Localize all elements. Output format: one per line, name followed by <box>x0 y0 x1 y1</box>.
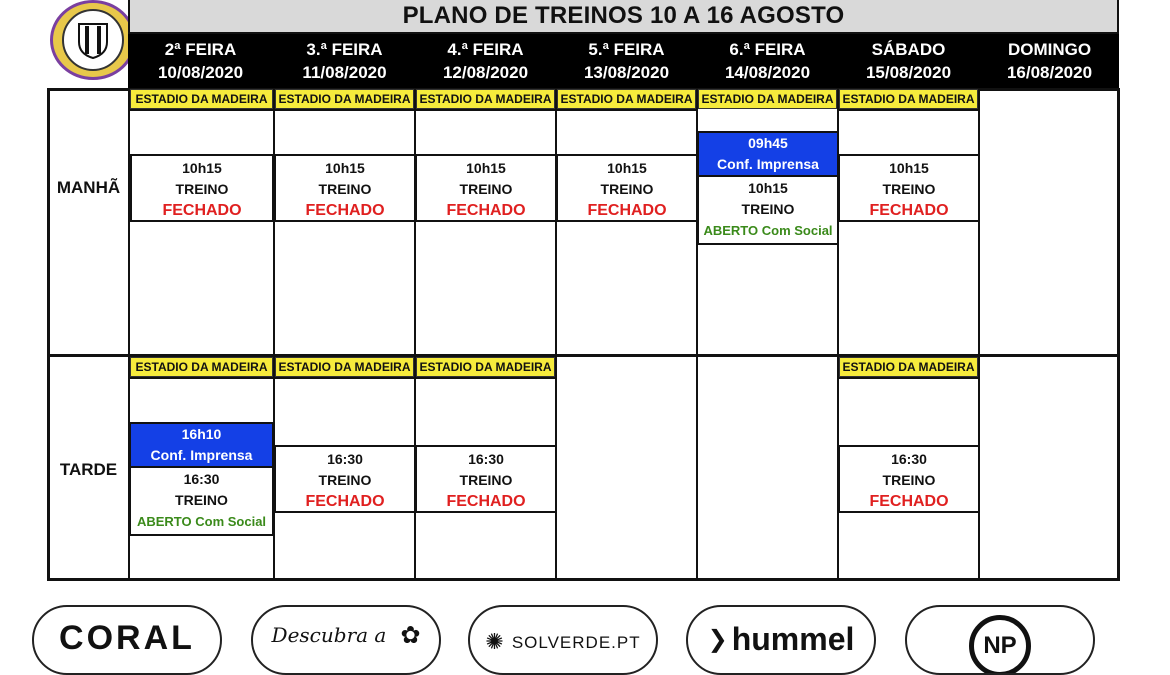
sun-icon: ✺ <box>485 629 504 654</box>
venue-label: ESTADIO DA MADEIRA <box>839 89 978 109</box>
sponsor-logo-solverde <box>468 605 658 675</box>
sponsor-name: Descubra a <box>271 623 387 647</box>
training-slot <box>838 445 980 513</box>
day-header-wed: 4.ª FEIRA 12/08/2020 <box>442 40 529 82</box>
training-time: 10h15 <box>182 160 222 176</box>
training-label: TREINO <box>318 181 372 197</box>
venue-label: ESTADIO DA MADEIRA <box>416 357 555 377</box>
training-slot <box>697 177 839 245</box>
slot-divider <box>416 377 555 379</box>
period-label-afternoon: TARDE <box>59 460 118 479</box>
press-conference-slot <box>697 131 839 177</box>
slot-divider <box>275 109 414 111</box>
training-status: ABERTO Com Social <box>136 514 267 529</box>
training-status: ABERTO Com Social <box>703 223 833 238</box>
day-header-tue: 3.ª FEIRA 11/08/2020 <box>302 40 387 82</box>
training-slot <box>129 468 274 536</box>
training-time: 16:30 <box>891 451 927 467</box>
venue-label: ESTADIO DA MADEIRA <box>698 89 837 109</box>
day-header-thu: 5.ª FEIRA 13/08/2020 <box>583 40 670 82</box>
training-slot <box>415 445 557 513</box>
training-time: 16:30 <box>183 471 220 487</box>
sponsor-name: SOLVERDE.PT <box>511 633 641 652</box>
press-time: 09h45 <box>748 135 788 151</box>
slot-divider <box>130 109 273 111</box>
day-header-fri: 6.ª FEIRA 14/08/2020 <box>724 40 811 82</box>
training-status: FECHADO <box>587 202 667 219</box>
sponsor-logo-hummel <box>686 605 876 675</box>
day-header-sat: SÁBADO 15/08/2020 <box>865 40 952 82</box>
training-slot <box>556 154 698 222</box>
training-slot <box>838 154 980 222</box>
training-label: TREINO <box>459 472 513 488</box>
club-logo <box>50 0 136 80</box>
training-label: TREINO <box>882 181 936 197</box>
np-badge-icon <box>969 615 1031 675</box>
slot-divider <box>839 109 978 111</box>
venue-label: ESTADIO DA MADEIRA <box>416 89 555 109</box>
sponsor-logo-madeira <box>251 605 441 675</box>
training-time: 10h15 <box>466 160 506 176</box>
day-header-sun: DOMINGO 16/08/2020 <box>1006 40 1093 82</box>
training-status: FECHADO <box>446 493 526 510</box>
slot-divider <box>557 109 696 111</box>
training-label: TREINO <box>175 181 229 197</box>
slot-divider <box>416 109 555 111</box>
sponsor-name: NP <box>983 632 1017 659</box>
club-crest-icon <box>62 9 124 71</box>
training-label: TREINO <box>175 492 228 508</box>
training-status: FECHADO <box>305 202 385 219</box>
training-status: FECHADO <box>869 202 949 219</box>
training-time: 16:30 <box>468 451 504 467</box>
venue-label: ESTADIO DA MADEIRA <box>275 89 414 109</box>
sponsor-logo-np <box>905 605 1095 675</box>
sponsor-name: CORAL <box>59 619 195 657</box>
slot-divider <box>839 377 978 379</box>
chevron-icon: ❯ <box>707 626 728 653</box>
press-conference-slot <box>129 422 274 468</box>
training-slot <box>274 445 416 513</box>
venue-label: ESTADIO DA MADEIRA <box>839 357 978 377</box>
venue-label: ESTADIO DA MADEIRA <box>275 357 414 377</box>
training-time: 10h15 <box>325 160 365 176</box>
press-label: Conf. Imprensa <box>717 156 819 172</box>
flower-icon: ✿ <box>400 622 421 649</box>
training-status: FECHADO <box>305 493 385 510</box>
training-label: TREINO <box>882 472 936 488</box>
training-time: 10h15 <box>889 160 929 176</box>
training-status: FECHADO <box>869 493 949 510</box>
training-time: 10h15 <box>748 180 788 196</box>
period-label-morning: MANHÃ <box>56 178 121 197</box>
day-header-mon: 2ª FEIRA 10/08/2020 <box>157 40 244 82</box>
press-label: Conf. Imprensa <box>150 447 253 463</box>
training-label: TREINO <box>600 181 654 197</box>
training-slot <box>415 154 557 222</box>
sponsor-name: hummel <box>731 621 855 657</box>
venue-label: ESTADIO DA MADEIRA <box>130 357 273 377</box>
training-slot <box>130 154 274 222</box>
training-time: 16:30 <box>327 451 363 467</box>
training-slot <box>274 154 416 222</box>
slot-divider <box>130 377 273 379</box>
press-time: 16h10 <box>181 426 222 442</box>
training-time: 10h15 <box>607 160 647 176</box>
page-title: PLANO DE TREINOS 10 A 16 AGOSTO <box>128 0 1119 34</box>
sponsor-logo-coral <box>32 605 222 675</box>
venue-label: ESTADIO DA MADEIRA <box>557 89 696 109</box>
training-label: TREINO <box>741 201 795 217</box>
training-status: FECHADO <box>162 202 242 219</box>
slot-divider <box>275 377 414 379</box>
training-label: TREINO <box>459 181 513 197</box>
venue-label: ESTADIO DA MADEIRA <box>130 89 273 109</box>
training-status: FECHADO <box>446 202 526 219</box>
training-label: TREINO <box>318 472 372 488</box>
